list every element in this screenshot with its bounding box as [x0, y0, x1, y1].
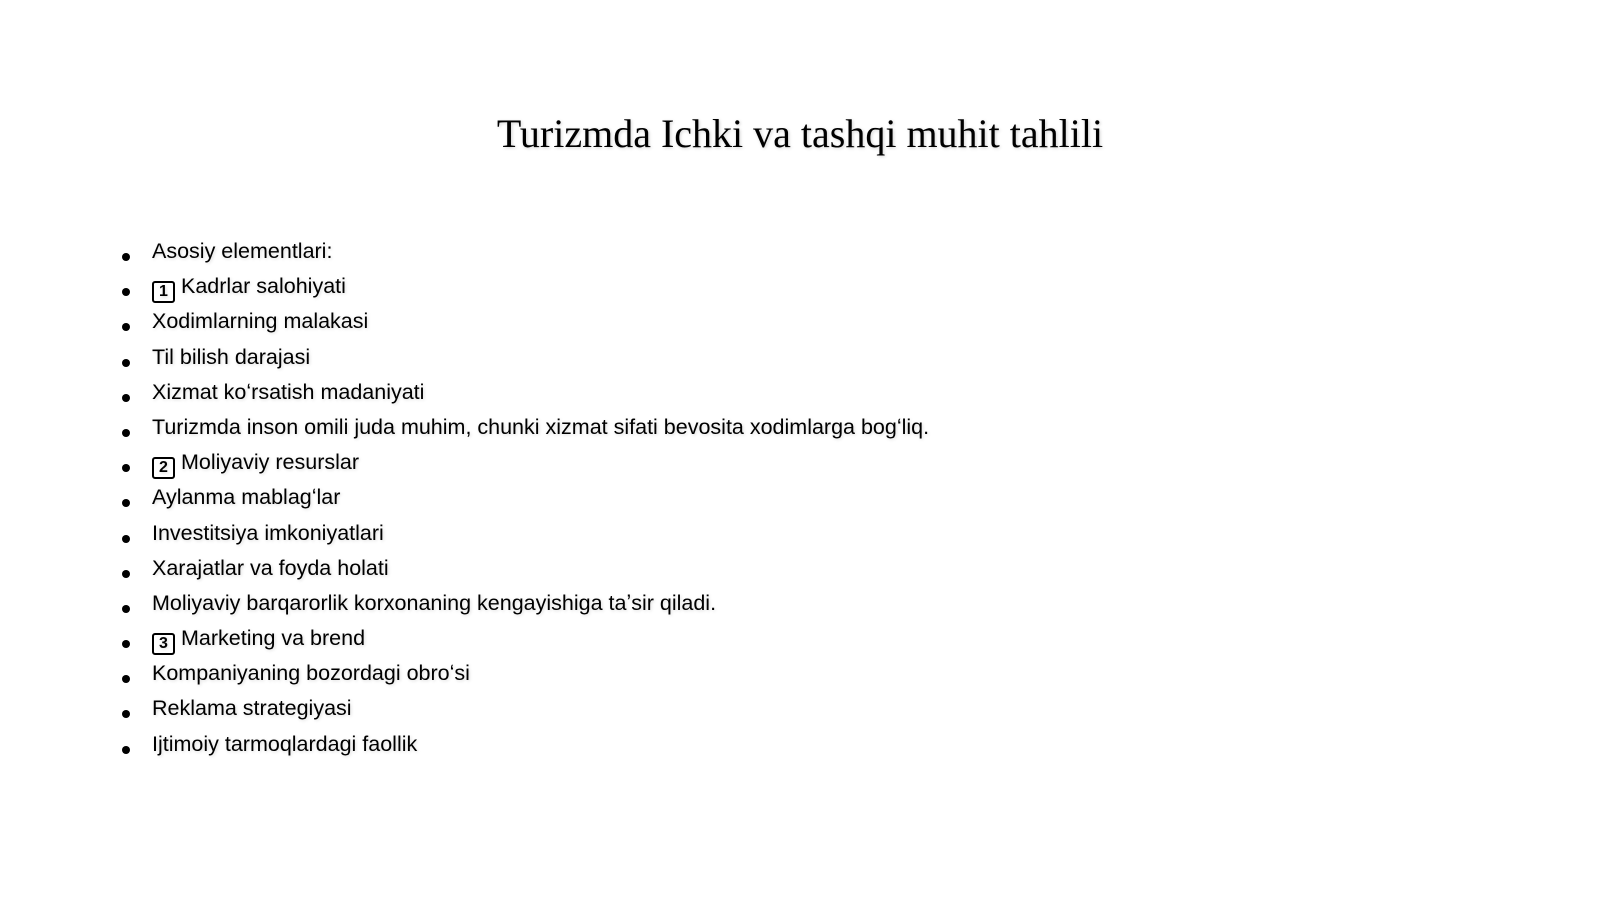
- list-item-content: [152, 624, 365, 655]
- bullet-icon: [122, 675, 130, 683]
- list-item-text: Investitsiya imkoniyatlari: [152, 520, 384, 545]
- bullet-icon: [122, 359, 130, 367]
- list-item-content: [152, 448, 359, 479]
- list-item-text: Xizmat koʻrsatish madaniyati: [152, 379, 425, 404]
- bullet-icon: [122, 499, 130, 507]
- bullet-icon: [122, 253, 130, 261]
- list-item-text: Reklama strategiyasi: [152, 696, 352, 721]
- bullet-icon: [122, 570, 130, 578]
- bullet-icon: [122, 746, 130, 754]
- list-item-text: Moliyaviy resurslar: [181, 450, 360, 475]
- keycap-2-icon: 2: [152, 457, 175, 479]
- bullet-icon: [122, 640, 130, 648]
- bullet-icon: [122, 710, 130, 718]
- list-item-text: Xodimlarning malakasi: [152, 309, 369, 334]
- list-item-text: Aylanma mablagʻlar: [152, 485, 341, 510]
- keycap-3-icon: 3: [152, 633, 175, 655]
- bullet-icon: [122, 394, 130, 402]
- list-item-text: Xarajatlar va foyda holati: [152, 555, 389, 580]
- list-item-text: Asosiy elementlari:: [152, 239, 333, 263]
- keycap-1-icon: 1: [152, 281, 175, 303]
- bullet-icon: [122, 429, 130, 437]
- list-item-text: Til bilish darajasi: [152, 344, 311, 369]
- slide-title: Turizmda Ichki va tashqi muhit tahlili: [496, 111, 1104, 156]
- list-item-text: Marketing va brend: [181, 626, 366, 651]
- list-item-text: Moliyaviy barqarorlik korxonaning kengayishiga taʼsir qiladi.: [152, 590, 717, 615]
- bullet-icon: [122, 535, 130, 543]
- list-item-text: Turizmda inson omili juda muhim, chunki xizmat sifati bevosita xodimlarga bogʻliq.: [152, 414, 930, 439]
- bullet-icon: [122, 464, 130, 472]
- list-item-text: Ijtimoiy tarmoqlardagi faollik: [152, 731, 418, 756]
- list-item-text: Kadrlar salohiyati: [181, 274, 346, 299]
- list-item-content: [152, 272, 346, 303]
- bullet-icon: [122, 605, 130, 613]
- list-item-text: Kompaniyaning bozordagi obroʻsi: [152, 661, 470, 686]
- bullet-icon: [122, 288, 130, 296]
- bullet-icon: [122, 323, 130, 331]
